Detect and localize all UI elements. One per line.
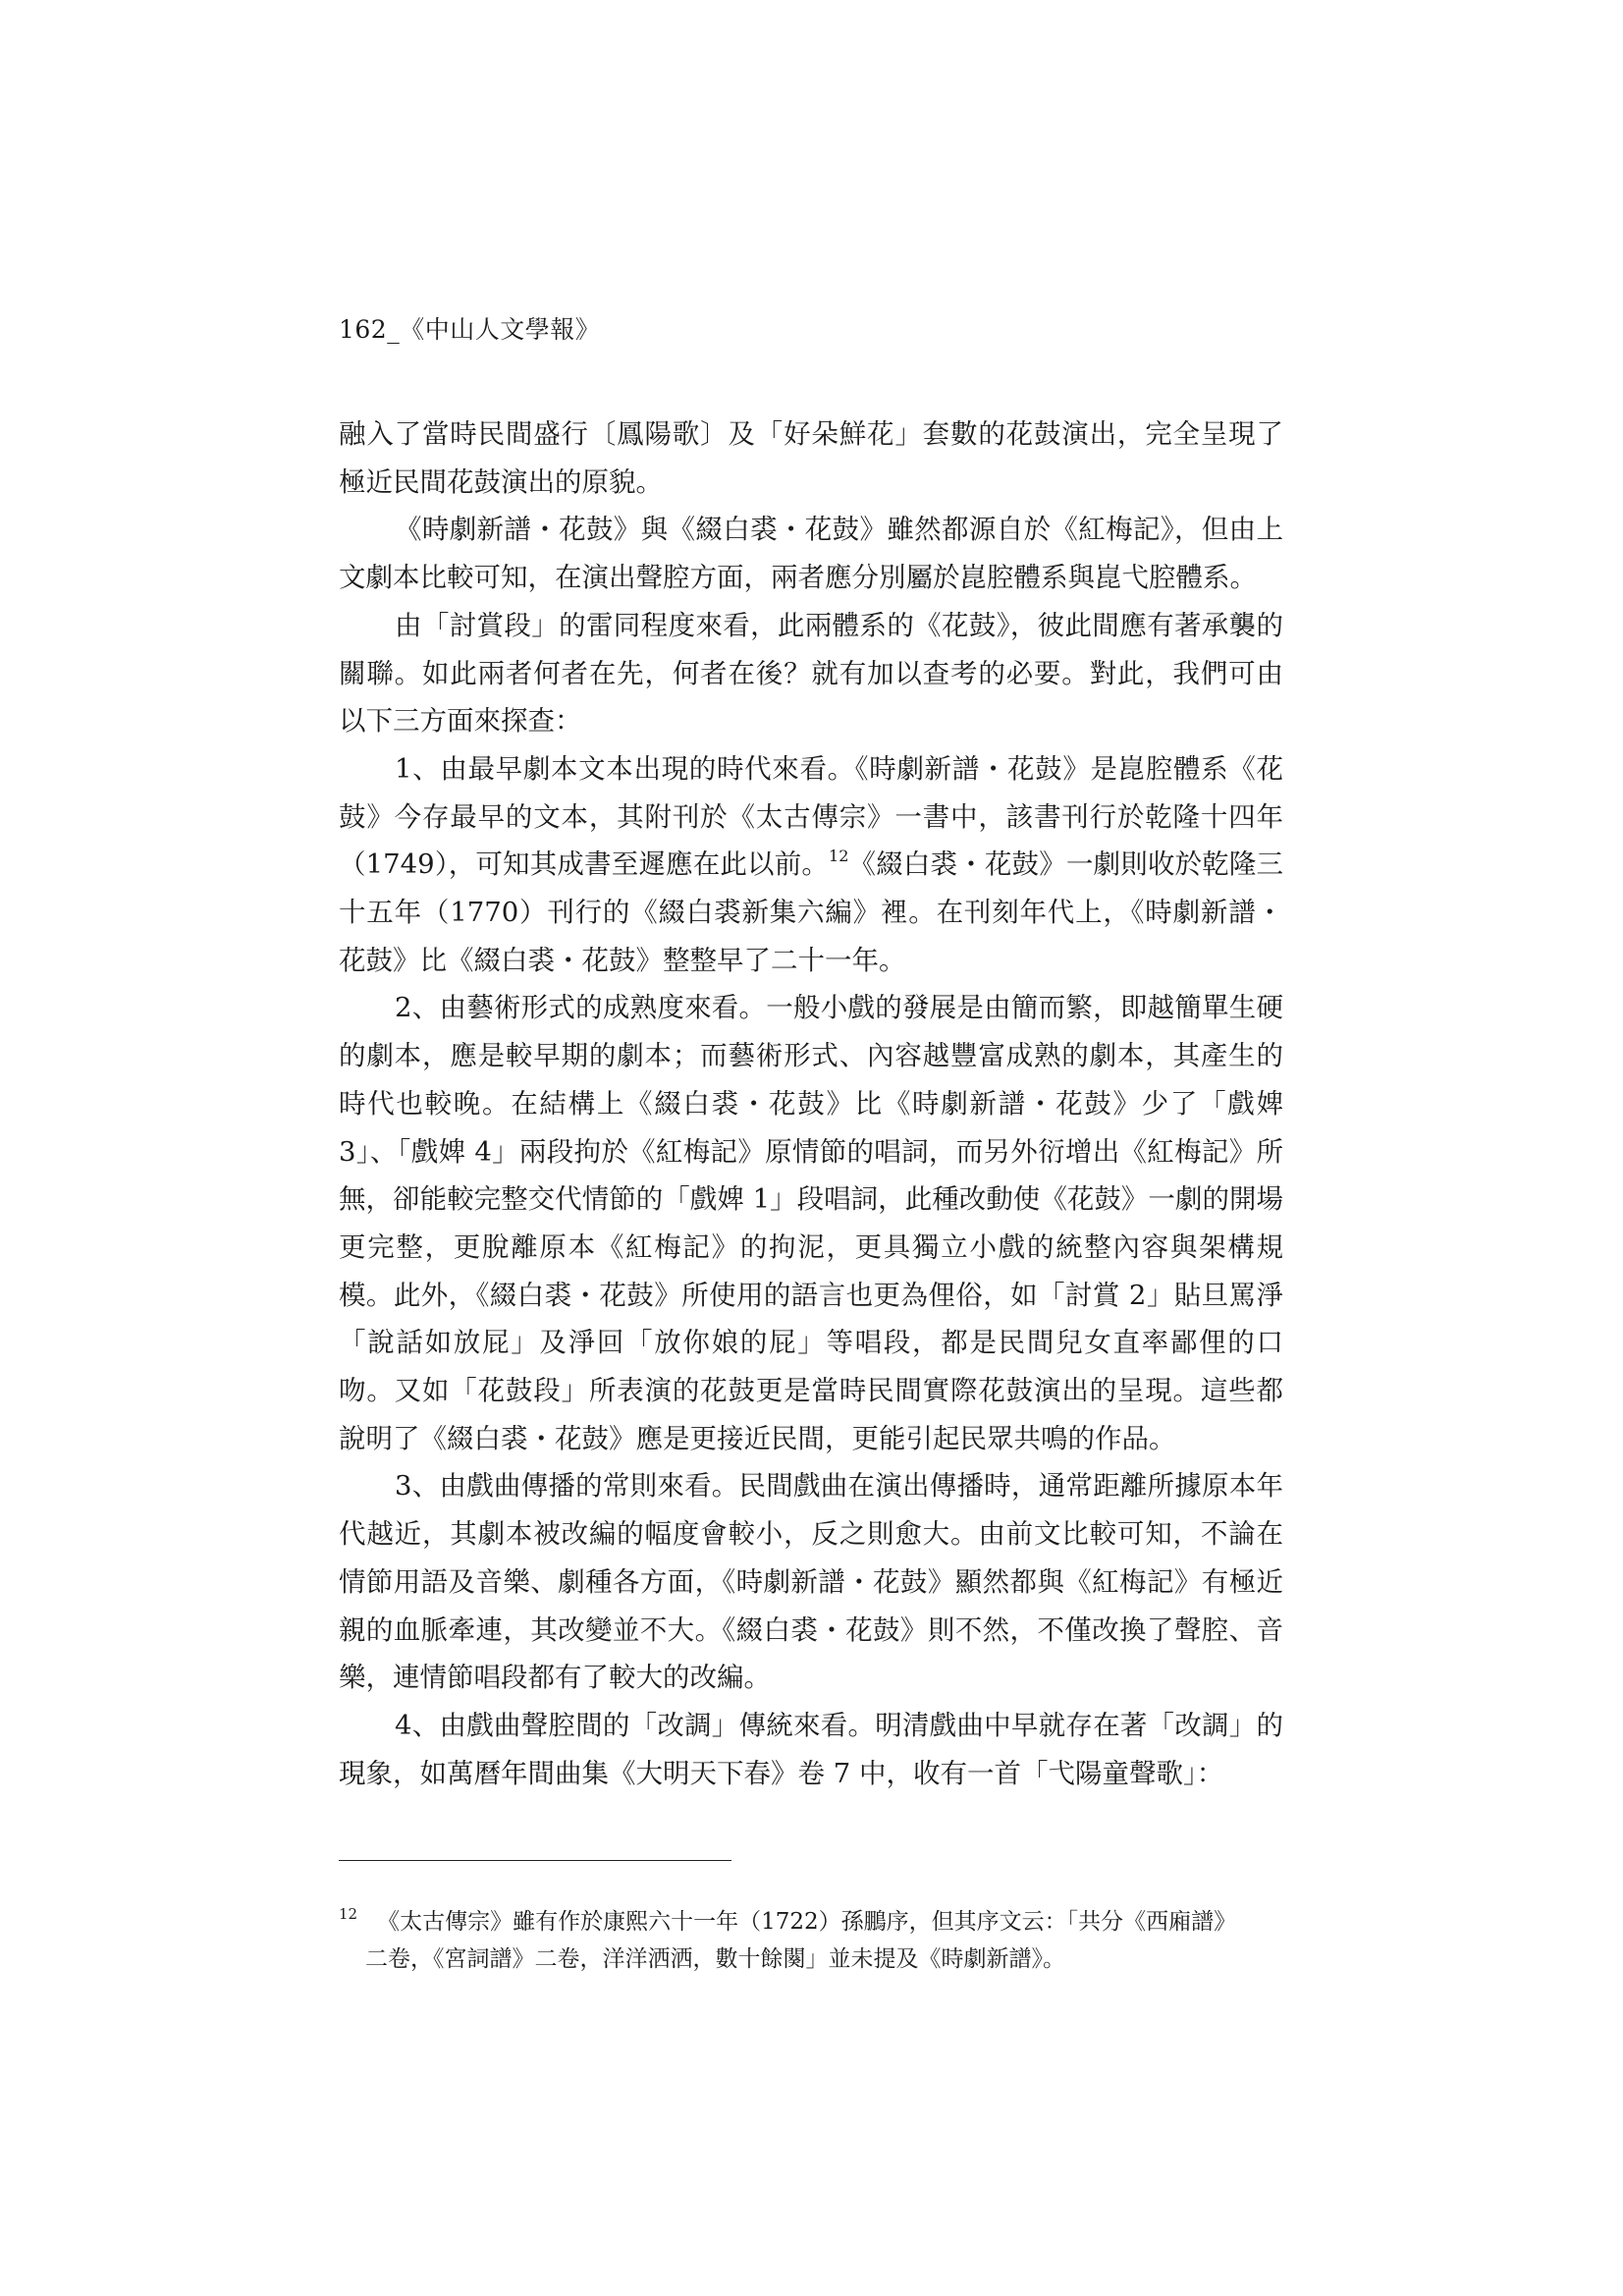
footnote-12 <box>339 1903 1283 1978</box>
paragraph-4-text-a: 1、由最早劇本文本出現的時代來看。《時劇新譜・花鼓》是崑腔體系《花鼓》今存最早的文本，其附刊於《太古傳宗》一書中，該書刊行於乾隆十四年（1749），可知其成書至遲應在此以前。 <box>339 752 1283 881</box>
running-head: 162_《中山人文學報》 <box>339 315 601 344</box>
footnote-number: 12 <box>339 1905 358 1923</box>
paragraph-3: 由「討賞段」的雷同程度來看，此兩體系的《花鼓》，彼此間應有著承襲的關聯。如此兩者何者在先，何者在後？就有加以查考的必要。對此，我們可由以下三方面來探查： <box>339 609 1283 738</box>
body-text <box>339 410 1283 1797</box>
paragraph-5: 2、由藝術形式的成熟度來看。一般小戲的發展是由簡而繁，即越簡單生硬的劇本，應是較早期的劇本；而藝術形式、內容越豐富成熟的劇本，其產生的時代也較晚。在結構上《綴白裘・花鼓》比《時劇新譜・花鼓》少了「戲婢 3」、「戲婢 4」兩段拘於《紅梅記》原情節的唱詞，而另外衍增出《紅梅記》所無，卻能較完整交代情節的「戲婢 1」段唱詞，此種改動使《花鼓》一劇的開場更完整，更脫離原本《紅梅記》的拘泥，更具獨立小戲的統整內容與架構規模。此外，《綴白裘・花鼓》所使用的語言也更為俚俗，如「討賞 2」貼旦罵淨「說話如放屁」及淨回「放你娘的屁」等唱段，都是民間兒女直率鄙俚的口吻。又如「花鼓段」所表演的花鼓更是當時民間實際花鼓演出的呈現。這些都說明了《綴白裘・花鼓》應是更接近民間，更能引起民眾共鳴的作品。 <box>339 992 1283 1454</box>
footnote-divider <box>339 1860 731 1861</box>
paragraph-1: 融入了當時民間盛行〔鳳陽歌〕及「好朵鮮花」套數的花鼓演出，完全呈現了極近民間花鼓演出的原貌。 <box>339 418 1283 498</box>
paragraph-2: 《時劇新譜・花鼓》與《綴白裘・花鼓》雖然都源自於《紅梅記》，但由上文劇本比較可知，在演出聲腔方面，兩者應分別屬於崑腔體系與崑弋腔體系。 <box>339 514 1283 594</box>
footnote-line-2: 二卷，《宮詞譜》二卷，洋洋洒洒，數十餘闋」並未提及《時劇新譜》。 <box>365 1946 1065 1972</box>
paragraph-4-text-b: 《綴白裘・花鼓》一劇則收於乾隆三十五年（1770）刊行的《綴白裘新集六編》裡。在刊刻年代上，《時劇新譜・花鼓》比《綴白裘・花鼓》整整早了二十一年。 <box>339 848 1284 976</box>
footnote-reference-12[interactable]: 12 <box>829 847 849 866</box>
footnote-line-1: 《太古傳宗》雖有作於康熙六十一年（1722）孫鵬序，但其序文云：「共分《西廂譜》 <box>377 1909 1237 1935</box>
paragraph-6: 3、由戲曲傳播的常則來看。民間戲曲在演出傳播時，通常距離所據原本年代越近，其劇本被改編的幅度會較小，反之則愈大。由前文比較可知，不論在情節用語及音樂、劇種各方面，《時劇新譜・花鼓》顯然都與《紅梅記》有極近親的血脈牽連，其改變並不大。《綴白裘・花鼓》則不然，不僅改換了聲腔、音樂，連情節唱段都有了較大的改編。 <box>339 1470 1283 1694</box>
paragraph-4 <box>339 745 1283 985</box>
paragraph-7: 4、由戲曲聲腔間的「改調」傳統來看。明清戲曲中早就存在著「改調」的現象，如萬曆年間曲集《大明天下春》卷 7 中，收有一首「弋陽童聲歌」： <box>339 1709 1283 1789</box>
